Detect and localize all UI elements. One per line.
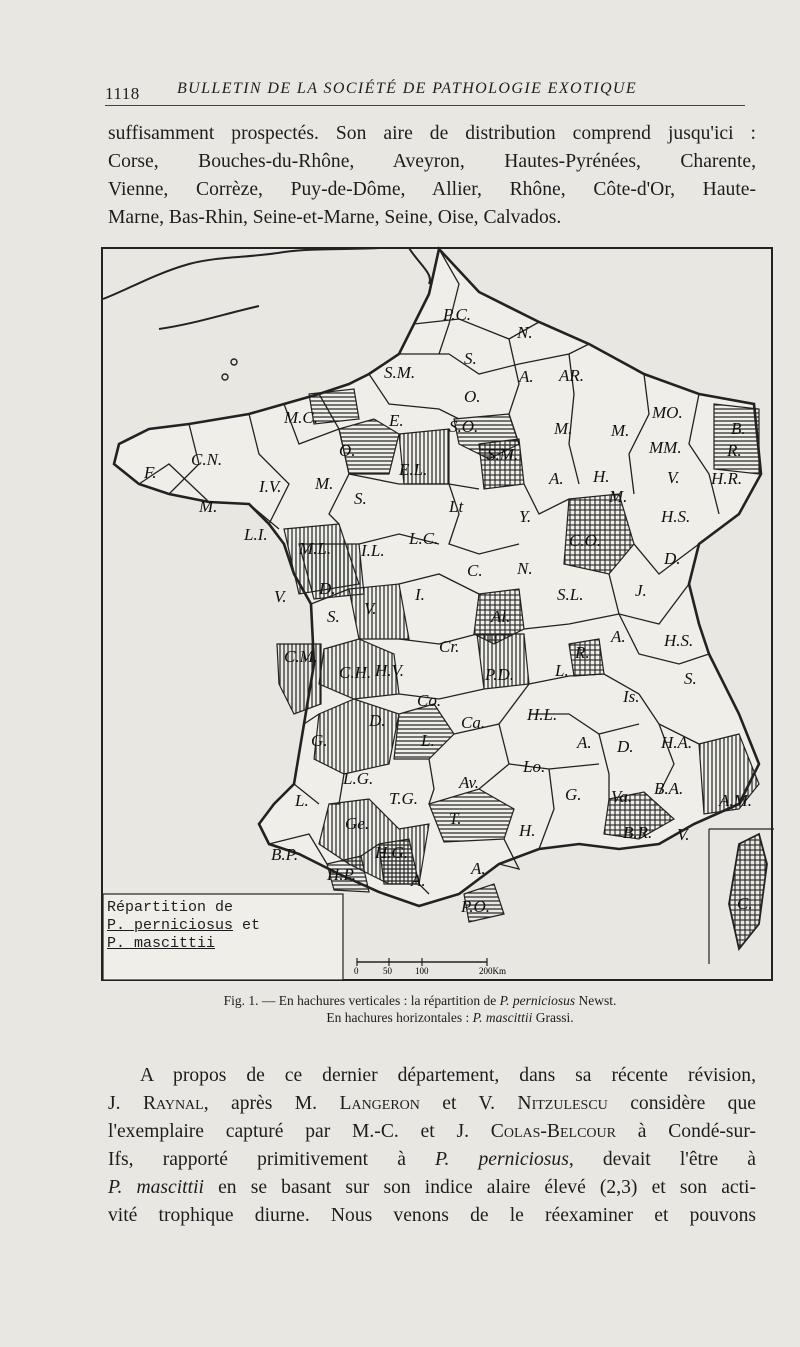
region-label: Ca. xyxy=(461,713,486,732)
region-label: P.D. xyxy=(485,665,514,684)
region-label: I.L. xyxy=(361,541,385,560)
region-label: R. xyxy=(727,441,742,460)
region-label: V. xyxy=(677,825,690,844)
region-label: Va. xyxy=(611,787,633,806)
figure-map-france xyxy=(99,244,775,984)
region-label: L.G. xyxy=(343,769,374,788)
region-label: V. xyxy=(274,587,287,606)
legend-title: Répartition de xyxy=(107,899,234,916)
region-label: E.L. xyxy=(399,460,428,479)
region-label: L. xyxy=(421,731,435,750)
region-label: D. xyxy=(664,549,681,568)
region-label: Co. xyxy=(417,691,442,710)
region-label: C. xyxy=(467,561,483,580)
map-legend xyxy=(107,899,337,977)
running-title: BULLETIN DE LA SOCIÉTÉ DE PATHOLOGIE EXOTIQUE xyxy=(177,80,638,97)
region-label: A. xyxy=(611,627,626,646)
region-label: M. xyxy=(609,487,628,506)
legend-species-2: P. mascittii xyxy=(107,935,216,952)
region-label: J. xyxy=(635,581,647,600)
region-label: B.R. xyxy=(623,823,653,842)
region-label: E. xyxy=(389,411,404,430)
region-label: MO. xyxy=(652,403,683,422)
region-label: M.L. xyxy=(299,539,332,558)
region-label: AR. xyxy=(559,366,585,385)
page-header xyxy=(105,78,745,108)
text-line: Ifs, rapporté primitivement à P. perniciosus, devait l'être à xyxy=(108,1149,756,1170)
region-label: O. xyxy=(339,441,356,460)
region-label: H.R. xyxy=(711,469,743,488)
region-label: H.S. xyxy=(661,507,691,526)
region-label: L.C. xyxy=(409,529,439,548)
region-label: Ge. xyxy=(345,814,370,833)
region-label: D. xyxy=(369,711,386,730)
figure-caption xyxy=(120,992,720,1026)
region-label: O. xyxy=(464,387,481,406)
scale-label: 100 xyxy=(415,966,429,976)
region-label: Lo. xyxy=(523,757,546,776)
region-label: C.H. xyxy=(339,663,372,682)
region-label: A. xyxy=(519,367,534,386)
region-label: T. xyxy=(449,809,462,828)
region-label: N. xyxy=(517,559,533,578)
region-label: S.L. xyxy=(557,585,584,604)
header-rule xyxy=(105,105,745,106)
region-label: Av. xyxy=(459,773,479,792)
map-of-france xyxy=(99,244,775,984)
region-label: V. xyxy=(667,468,680,487)
region-label: H. xyxy=(519,821,536,840)
scale-label: 0 xyxy=(354,966,359,976)
region-label: D. xyxy=(319,579,336,598)
region-label: H.A. xyxy=(661,733,693,752)
caption-text: Fig. 1. — En hachures verticales : la répartition de xyxy=(223,993,500,1008)
scale-label: 200Km xyxy=(479,966,506,976)
region-label: R. xyxy=(575,643,590,662)
england-coast xyxy=(103,248,379,299)
caption-text: En hachures horizontales : xyxy=(326,1010,473,1025)
region-label: I.V. xyxy=(259,477,282,496)
region-label: A.M. xyxy=(719,791,753,810)
scale-bar xyxy=(354,958,506,976)
region-label: L. xyxy=(555,661,569,680)
text-line: vité trophique diurne. Nous venons de le réexaminer et pouvons xyxy=(108,1205,756,1226)
caption-text: Newst. xyxy=(575,993,617,1008)
region-label: H.L. xyxy=(527,705,558,724)
scale-label: 50 xyxy=(383,966,392,976)
region-label: M. xyxy=(554,419,573,438)
region-label: S.M. xyxy=(384,363,416,382)
region-label: M. xyxy=(315,474,334,493)
region-label: T.G. xyxy=(389,789,418,808)
caption-species: P. mascittii xyxy=(472,1010,533,1025)
region-label: F. xyxy=(144,463,157,482)
text-line: J. Raynal, après M. Langeron et V. Nitzulescu considère que xyxy=(108,1093,756,1114)
paragraph-1 xyxy=(108,120,756,232)
region-label: Cr. xyxy=(439,637,460,656)
region-label: MM. xyxy=(649,438,682,457)
region-label: Y. xyxy=(519,507,532,526)
region-label: H.V. xyxy=(375,661,404,680)
region-label: M.C. xyxy=(284,408,318,427)
text-line: Corse, Bouches-du-Rhône, Aveyron, Hautes-Pyrénées, Charente, xyxy=(108,151,756,172)
caption-species: P. perniciosus xyxy=(499,993,576,1008)
region-label: C.N. xyxy=(191,450,223,469)
region-label: A. xyxy=(549,469,564,488)
paragraph-2 xyxy=(108,1062,756,1230)
region-label: L. xyxy=(295,791,309,810)
region-label: Is. xyxy=(623,687,640,706)
region-label: H.G. xyxy=(375,843,409,862)
text-line: Marne, Bas-Rhin, Seine-et-Marne, Seine, Oise, Calvados. xyxy=(108,207,562,228)
region-label: P.O. xyxy=(461,897,490,916)
region-label: C. xyxy=(737,894,753,913)
caption-text: Grassi. xyxy=(532,1010,574,1025)
region-label: A. xyxy=(577,733,592,752)
region-label: Al. xyxy=(491,607,511,626)
region-label: S.M. xyxy=(487,445,519,464)
text-line: P. mascittii en se basant sur son indice alaire élevé (2,3) et son acti- xyxy=(108,1177,756,1198)
text-line: A propos de ce dernier département, dans sa récente révision, xyxy=(140,1065,756,1086)
region-label: G. xyxy=(565,785,582,804)
region-label: I. xyxy=(415,585,425,604)
region-label: H.S. xyxy=(664,631,694,650)
region-label: M. xyxy=(199,497,218,516)
region-label: S. xyxy=(684,669,697,688)
region-label: L.I. xyxy=(244,525,268,544)
region-label: S. xyxy=(464,349,477,368)
corsica xyxy=(729,834,767,949)
region-label: M. xyxy=(611,421,630,440)
region-label: H.P. xyxy=(327,865,356,884)
legend-species-1: P. perniciosus xyxy=(107,917,234,934)
region-label: G. xyxy=(311,731,328,750)
region-label: V. xyxy=(364,599,377,618)
region-label: N. xyxy=(517,323,533,342)
region-label: B.P. xyxy=(271,845,299,864)
region-label: H. xyxy=(593,467,610,486)
region-label: D. xyxy=(617,737,634,756)
legend-connector: et xyxy=(242,917,261,934)
region-label: Lt xyxy=(449,497,464,516)
text-line: Vienne, Corrèze, Puy-de-Dôme, Allier, Rhône, Côte-d'Or, Haute- xyxy=(108,179,756,200)
region-label: C.M. xyxy=(284,647,318,666)
region-label: A. xyxy=(411,871,426,890)
region-label: B.A. xyxy=(654,779,684,798)
region-label: S. xyxy=(354,489,367,508)
region-label: S.O. xyxy=(449,417,479,436)
region-label: B. xyxy=(731,419,746,438)
region-label: P.C. xyxy=(443,305,472,324)
region-label: A. xyxy=(471,859,486,878)
text-line: suffisamment prospectés. Son aire de distribution comprend jusqu'ici : xyxy=(108,123,756,144)
region-label: S. xyxy=(327,607,340,626)
page-number: 1118 xyxy=(105,84,140,103)
region-label: C.O. xyxy=(569,531,602,550)
text-line: l'exemplaire capturé par M.-C. et J. Colas-Belcour à Condé-sur- xyxy=(108,1121,756,1142)
